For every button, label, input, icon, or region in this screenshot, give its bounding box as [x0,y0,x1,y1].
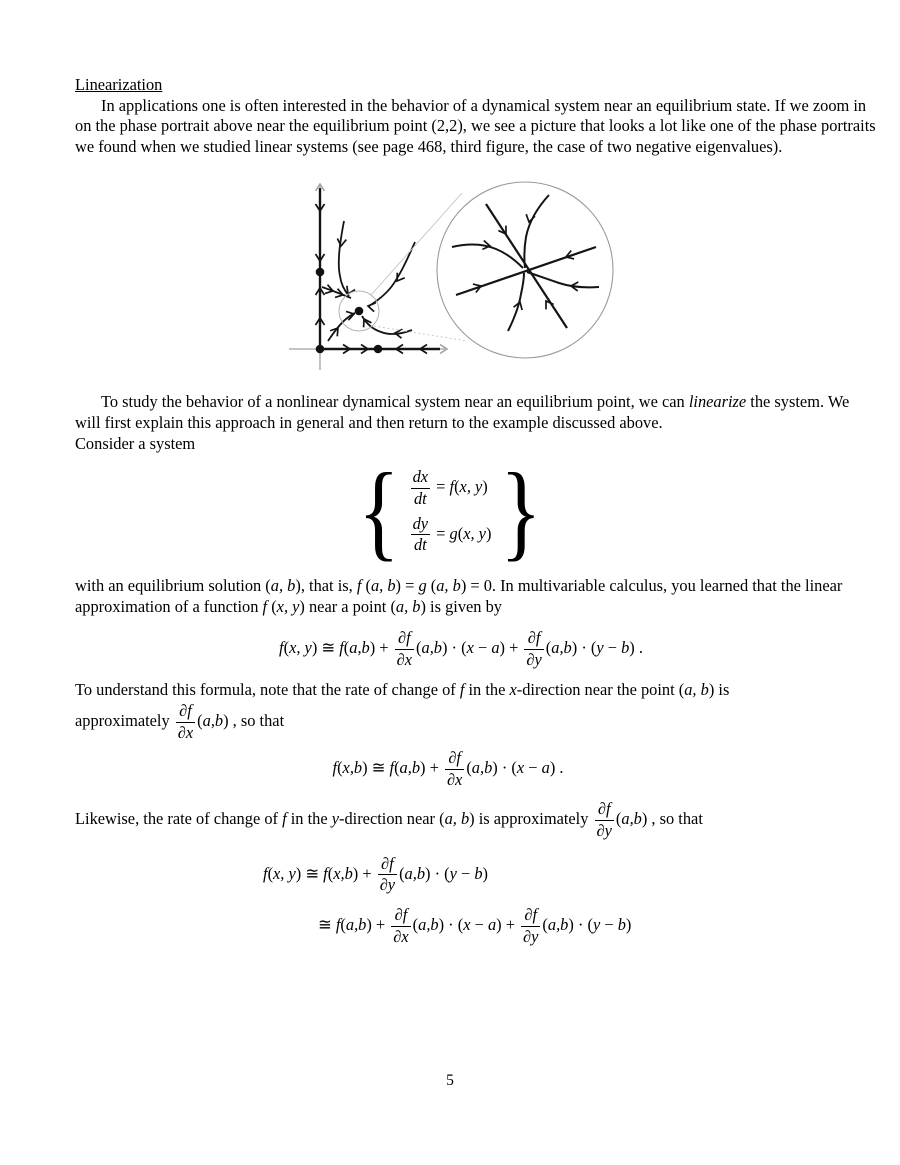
ode-system [75,451,877,571]
text-run: ) . [629,638,643,658]
paragraph-approximately-x [75,702,877,742]
text-run: ( [340,915,346,935]
text-run: a [487,915,497,935]
text-run: ( [327,863,334,883]
fraction: $\frac{dx}{dt}$ [412,467,429,508]
text-run: ( [343,638,350,658]
combined-formula-line-1 [263,855,877,895]
text-run: approximately [75,711,174,731]
text-run: ) + [352,863,376,883]
text-run: f [335,915,341,935]
text-run: ) + [366,915,390,935]
text-run: ) · ( [425,863,450,883]
section-heading: Linearization [75,75,163,94]
magnifier-cone-top-line [371,193,462,295]
text-run: f [332,757,338,777]
text-run: b [621,638,630,658]
text-run: − [473,638,492,658]
text-run: ) is [708,679,730,699]
text-run: a,b [345,915,367,935]
text-run: f [449,477,455,497]
text-run: y [449,863,457,883]
coordinate-axes [289,186,445,370]
page-number: 5 [446,1072,454,1089]
text-run: a [491,638,500,658]
text-run: a, b [444,809,470,829]
text-run: linearize [688,392,747,412]
text-run: f [262,596,268,616]
text-run: ) · ( [571,638,597,658]
text-run: f [279,638,284,658]
text-run: ) = [395,576,419,596]
text-run: x, y [273,863,296,883]
right-brace: } [500,451,543,571]
text-run: ( [394,757,400,777]
text-run: ) ≅ [295,863,324,883]
text-run: ), that is, [295,576,357,596]
fraction: $\frac{\partial f}{\partial x}$ [393,905,409,946]
text-run: a, b [436,576,461,596]
fraction: $\frac{\partial f}{\partial y}$ [596,799,612,841]
text-run: f [389,757,395,777]
text-run: To study the behavior of a nonlinear dynamical system near an equilibrium point, we can [101,392,689,412]
text-run: a, b [684,679,709,699]
text-run: − [524,757,542,777]
text-run: ) near a point ( [299,596,396,616]
text-run: a,b [349,638,370,658]
text-run: ( [283,638,290,658]
text-run: x,b [333,863,353,883]
text-run: b [617,915,626,935]
text-run: f [263,863,268,883]
text-run: ( [197,711,203,731]
text-run: − [603,638,622,658]
text-run: ) · ( [568,915,593,935]
text-run: f [339,638,344,658]
paragraph-linearize [75,392,877,433]
text-run: x [516,757,525,777]
phase-portrait-figure [283,175,619,379]
text-run: x [463,915,471,935]
text-run: ( [426,576,437,596]
text-run: a, b [270,576,296,596]
text-run: In applications one is often interested in the behavior of a dynamical system near an equilibrium state. If we zoom in on the phase portrait above near the equilibrium point (2,2), we see a picture that looks a lot like one of the phase portraits we found when we studied linear systems (see page 468, third figure, the case of two negative eigenvalues). [75,95,876,156]
text-run: y [592,915,601,935]
text-run: in the [464,679,510,699]
paragraph-equilibrium-solution [75,576,877,617]
text-run: ) is given by [420,596,502,616]
paragraph-consider-system [75,434,877,455]
text-run: ) [485,523,492,543]
ode-equation-dx [409,468,492,508]
text-run: ) = 0. In multivariable calculus, you learned that the linear approximation of a function [75,576,843,616]
text-run: ) . [549,757,564,777]
text-run: a [541,757,550,777]
text-run: f [282,809,287,829]
text-run: a,b [421,638,442,658]
text-run: − [600,915,618,935]
text-run: ) [625,915,632,935]
text-run: To understand this formula, note that the rate of change of [75,679,460,699]
text-run: ) ≅ [311,638,340,658]
ode-equation-dy [409,515,492,555]
text-run: ( [416,638,422,658]
text-run: ) + [369,638,393,658]
text-run: ) + [420,757,443,777]
text-run: g [449,523,458,543]
text-run: = [432,477,450,497]
combined-approximation-formula [75,855,877,947]
text-run: ) is approximately [469,809,593,829]
paragraph-understand-formula [75,680,877,701]
text-run: ) + [496,915,520,935]
text-run: ) · ( [438,915,464,935]
text-run: ( [542,915,548,935]
text-run: ( [545,638,552,658]
curved-trajectories [322,221,415,341]
text-run: a,b [471,757,493,777]
fraction: $\frac{\partial f}{\partial y}$ [526,628,542,670]
text-run: a,b [404,863,426,883]
text-run: x, y [459,477,483,497]
text-run: in the [286,809,332,829]
text-run: x [466,638,474,658]
paragraph-intro [75,96,877,158]
linear-approximation-formula [75,629,877,669]
text-run: x, y [463,523,486,543]
phase-portrait-svg [283,175,619,379]
text-run: ( [337,757,343,777]
text-run: Likewise, the rate of change of [75,809,283,829]
text-run: f [323,863,328,883]
text-run: ( [412,915,419,935]
text-run: ( [615,809,622,829]
text-run: ( [267,596,277,616]
text-run: a,b [399,757,421,777]
text-run: ( [361,576,371,596]
text-run: f [356,576,362,596]
text-run: f [459,679,465,699]
text-run: a,b [551,638,572,658]
axis-trajectories [320,188,440,349]
text-run: with an equilibrium solution ( [75,576,271,596]
text-run: ( [466,757,472,777]
text-run: ) , so that [223,711,285,731]
text-run: − [456,863,475,883]
text-run: x, y [289,638,312,658]
fraction: $\frac{dy}{dt}$ [412,513,429,555]
fraction: $\frac{\partial f}{\partial x}$ [446,747,463,789]
text-run: ) · ( [492,757,517,777]
combined-formula-line-2 [318,906,877,946]
fraction: $\frac{\partial f}{\partial x}$ [177,701,194,743]
text-run: x,b [342,757,363,777]
text-run: ) [482,477,488,497]
fraction: $\frac{\partial f}{\partial x}$ [396,628,413,670]
page-content [75,0,877,947]
text-run: a, b [370,576,396,596]
text-run: = [432,523,450,543]
text-run: a,b [621,809,642,829]
paragraph-likewise-y [75,800,877,840]
text-run: y [331,809,339,829]
text-run: b [474,863,483,883]
text-run: g [418,576,427,596]
text-run: a,b [547,915,569,935]
text-run: ( [399,863,405,883]
left-brace: { [357,451,400,571]
text-run: ) [482,863,489,883]
text-run: a,b [202,711,224,731]
text-run: the system. We will first explain this approach in general and then return to the example discussed above. [75,392,850,432]
text-run: ( [457,523,464,543]
text-run: -direction near ( [339,809,445,829]
text-run: y [596,638,604,658]
text-run: a, b [395,596,421,616]
text-run: x [509,679,517,699]
text-run: a,b [418,915,439,935]
text-run: x, y [276,596,300,616]
text-run: ) ≅ [362,757,390,777]
fraction: $\frac{\partial f}{\partial y}$ [379,853,396,895]
text-run: − [470,915,488,935]
text-run: ≅ [318,915,336,935]
text-run: ( [454,477,460,497]
text-run: ) · ( [442,638,467,658]
node-trajectories [452,195,599,331]
x-direction-formula [75,749,877,789]
node-arrowhead-icons [473,215,578,311]
fraction: $\frac{\partial f}{\partial y}$ [523,905,539,946]
zoom-lens-circle [437,182,613,358]
text-run: Consider a system [75,433,196,453]
text-run: -direction near the point ( [516,679,685,699]
text-run: ) + [499,638,523,658]
text-run: ) , so that [641,809,703,829]
text-run: ( [267,863,274,883]
